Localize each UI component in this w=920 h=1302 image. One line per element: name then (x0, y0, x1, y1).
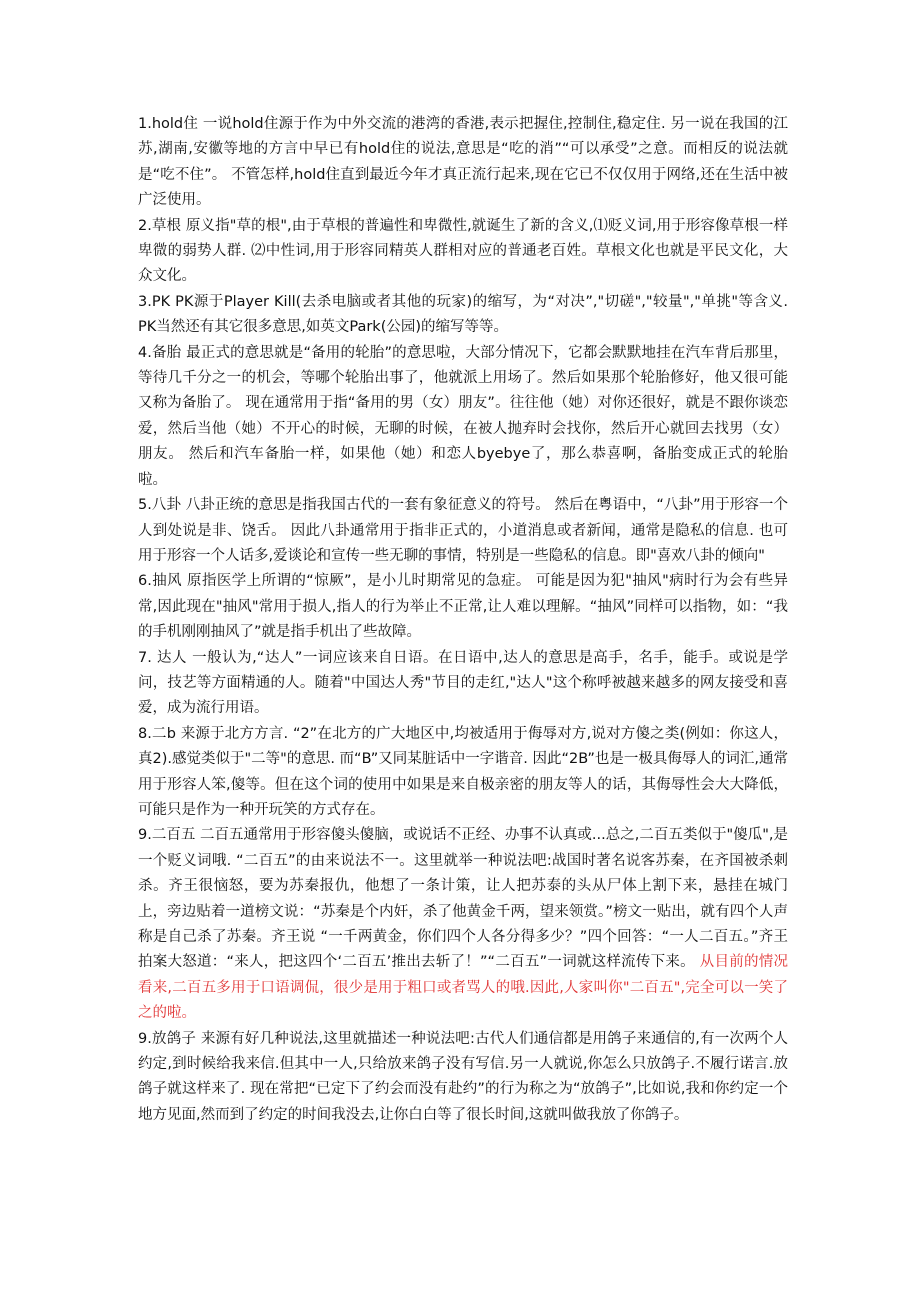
entry-choufeng (138, 569, 788, 645)
entry-text: 8.二b 来源于北方方言. “2”在北方的广大地区中,均被适用于侮辱对方,说对方傻之类(例如：你这人，真2).感觉类似于"二等"的意思. 而“B”又同某脏话中一字谐音. 因此“2B”也是一极具侮辱人的词汇,通常用于形容人笨,傻等。但在这个词的使用中如果是来自极亲密的朋友等人的话，其侮辱性会大大降低，可能只是作为一种开玩笑的方式存在。 (138, 725, 788, 818)
entry-hold (138, 112, 788, 214)
entry-text: 6.抽风 原指医学上所谓的“惊厥”，是小儿时期常见的急症。 可能是因为犯"抽风"病时行为会有些异常,因此现在"抽风"常用于损人,指人的行为举止不正常,让人难以理解。“抽风”同样可以指物，如：“我的手机刚刚抽风了”就是指手机出了些故障。 (138, 573, 788, 641)
entry-text: 9.放鸽子 来源有好几种说法,这里就描述一种说法吧:古代人们通信都是用鸽子来通信的,有一次两个人约定,到时候给我来信.但其中一人,只给放来鸽子没有写信.另一人就说,你怎么只放鸽子.不履行诺言.放鸽子就这样来了. 现在常把“已定下了约会而没有赴约”的行为称之为“放鸽子”,比如说,我和你约定一个地方见面,然而到了约定的时间我没去,让你白白等了很长时间,这就叫做我放了你鸽子。 (138, 1030, 788, 1123)
entry-text: 1.hold住 一说hold住源于作为中外交流的港湾的香港,表示把握住,控制住,稳定住. 另一说在我国的江苏,湖南,安徽等地的方言中早已有hold住的说法,意思是“吃的消”“可以承受”之意。而相反的说法就是“吃不住”。 不管怎样,hold住直到最近今年才真正流行起来,现在它已不仅仅用于网络,还在生活中被广泛使用。 (138, 116, 788, 209)
entry-text: 4.备胎 最正式的意思就是“备用的轮胎”的意思啦，大部分情况下，它都会默默地挂在汽车背后那里，等待几千分之一的机会，等哪个轮胎出事了，他就派上用场了。然后如果那个轮胎修好，他又很可能又称为备胎了。 现在通常用于指“备用的男（女）朋友”。往往他（她）对你还很好，就是不跟你谈恋爱，然后当他（她）不开心的时候，无聊的时候，在被人抛弃时会找你，然后开心就回去找男（女）朋友。 然后和汽车备胎一样，如果他（她）和恋人byebye了，那么恭喜啊，备胎变成正式的轮胎啦。 (138, 344, 788, 488)
entry-beitai (138, 341, 788, 493)
entry-bagua (138, 493, 788, 569)
entry-text: 3.PK PK源于Player Kill(去杀电脑或者其他的玩家)的缩写，为“对决”,"切磋","较量","单挑"等含义. PK当然还有其它很多意思,如英文Park(公园)的缩写等等。 (138, 293, 788, 336)
entry-erb (138, 722, 788, 824)
entry-daren (138, 646, 788, 722)
entry-caogen (138, 214, 788, 290)
entry-fanggezi (138, 1027, 788, 1129)
entry-text: 9.二百五 二百五通常用于形容傻头傻脑，或说话不正经、办事不认真或...总之,二百五类似于"傻瓜",是一个贬义词哦. “二百五”的由来说法不一。这里就举一种说法吧:战国时著名说客苏秦，在齐国被杀刺杀。齐王很恼怒，要为苏秦报仇，他想了一条计策，让人把苏泰的头从尸体上割下来，悬挂在城门上，旁边贴着一道榜文说：“苏秦是个内奸，杀了他黄金千两，望来领赏。”榜文一贴出，就有四个人声称是自己杀了苏秦。齐王说 “一千两黄金，你们四个人各分得多少？”四个回答：“一人二百五。”齐王拍案大怒道：“来人，把这四个‘二百五’推出去斩了！”“二百五”一词就这样流传下来。 (138, 827, 788, 971)
document-body (138, 112, 788, 1128)
entry-erbaiwu (138, 823, 788, 1026)
entry-pk (138, 290, 788, 341)
entry-text: 2.草根 原义指"草的根",由于草根的普遍性和卑微性,就诞生了新的含义,⑴贬义词,用于形容像草根一样卑微的弱势人群. ⑵中性词,用于形容同精英人群相对应的普通老百姓。草根文化也就是平民文化，大众文化。 (138, 217, 788, 285)
highlighted-note: 从目前的情况看来,二百五多用于口语调侃，很少是用于粗口或者骂人的哦.因此,人家叫你"二百五",完全可以一笑了之的啦。 (138, 954, 788, 1022)
entry-text: 7. 达人 一般认为,“达人”一词应该来自日语。在日语中,达人的意思是高手，名手，能手。或说是学问，技艺等方面精通的人。随着"中国达人秀"节目的走红,"达人"这个称呼被越来越多的网友接受和喜爱，成为流行用语。 (138, 649, 788, 717)
entry-text: 5.八卦 八卦正统的意思是指我国古代的一套有象征意义的符号。 然后在粤语中，“八卦”用于形容一个人到处说是非、饶舌。 因此八卦通常用于指非正式的，小道消息或者新闻，通常是隐私的信息. 也可用于形容一个人话多,爱谈论和宣传一些无聊的事情，特别是一些隐私的信息。即"喜欢八卦的倾向" (138, 497, 788, 564)
